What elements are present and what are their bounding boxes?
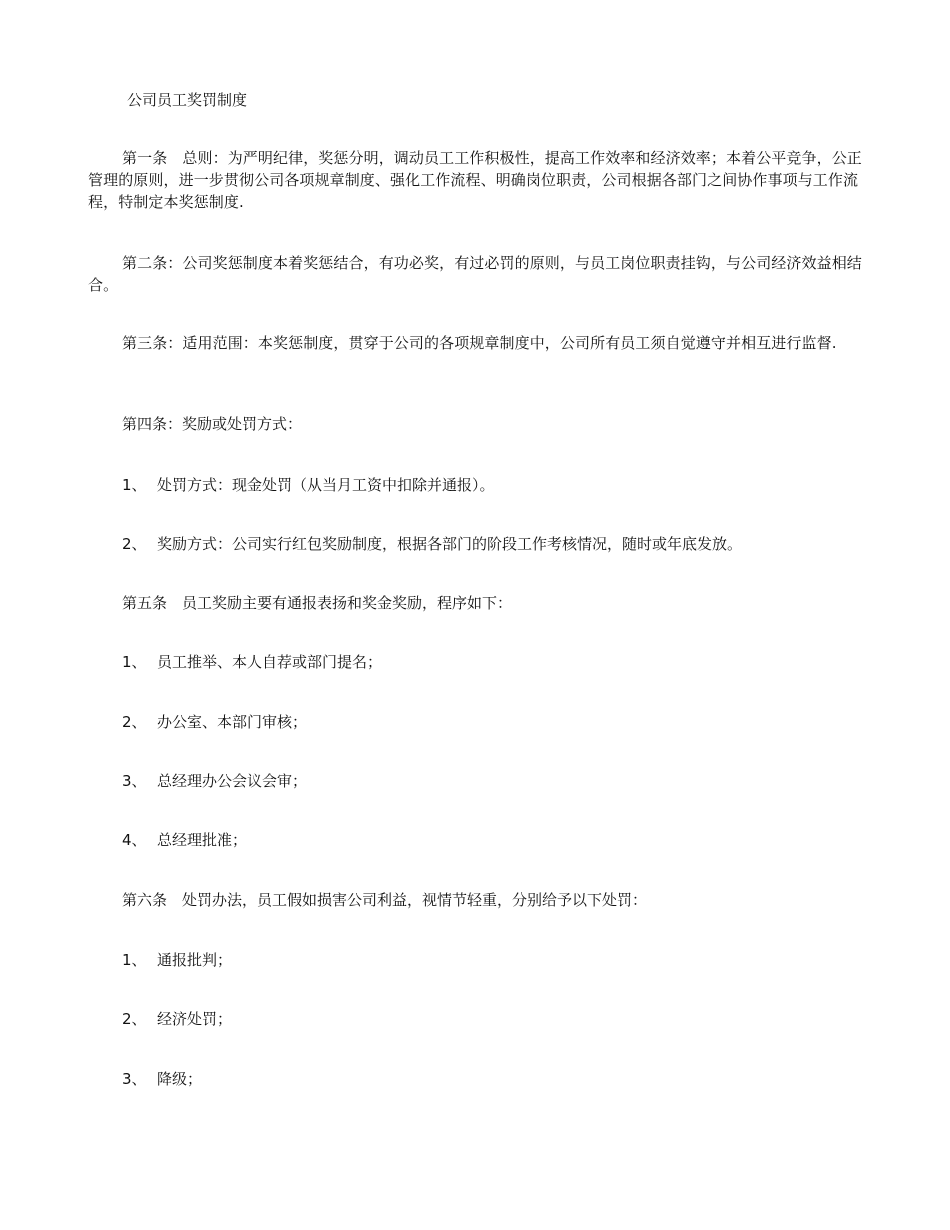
article-2-paragraph: 第二条：公司奖惩制度本着奖惩结合，有功必奖，有过必罚的原则，与员工岗位职责挂钩，与公司经济效益相结合。 <box>88 254 862 294</box>
article-6-item-3-number: 3、 <box>122 1070 147 1088</box>
article-6-item-2-number: 2、 <box>122 1010 147 1028</box>
article-6-item-1-text: 通报批判； <box>157 951 233 969</box>
document-title: 公司员工奖罚制度 <box>127 91 248 109</box>
article-6-item-1-number: 1、 <box>122 951 147 969</box>
article-4-item-1-text: 处罚方式：现金处罚（从当月工资中扣除并通报）。 <box>157 476 495 494</box>
article-4-item-2-text: 奖励方式：公司实行红包奖励制度，根据各部门的阶段工作考核情况，随时或年底发放。 <box>157 535 743 553</box>
article-5-item-2-number: 2、 <box>122 713 147 731</box>
article-3-paragraph: 第三条：适用范围：本奖惩制度，贯穿于公司的各项规章制度中，公司所有员工须自觉遵守并相互进行监督. <box>122 334 837 352</box>
article-5-item-3-text: 总经理办公会议会审； <box>157 772 308 790</box>
article-4-item-1-number: 1、 <box>122 476 147 494</box>
article-5-item-4-text: 总经理批准； <box>157 831 248 849</box>
article-5-item-1-text: 员工推举、本人自荐或部门提名； <box>157 653 383 671</box>
article-6-heading: 第六条 处罚办法，员工假如损害公司利益，视情节轻重，分别给予以下处罚： <box>122 891 648 909</box>
article-5-item-1-number: 1、 <box>122 653 147 671</box>
article-4-heading: 第四条：奖励或处罚方式： <box>122 415 303 433</box>
article-6-item-2-text: 经济处罚； <box>157 1010 233 1028</box>
article-5-heading: 第五条 员工奖励主要有通报表扬和奖金奖励，程序如下： <box>122 594 513 612</box>
article-4-item-2-number: 2、 <box>122 535 147 553</box>
article-6-item-3-text: 降级； <box>157 1070 203 1088</box>
article-1-paragraph: 第一条 总则：为严明纪律，奖惩分明，调动员工工作积极性，提高工作效率和经济效率；本着公平竞争，公正管理的原则，进一步贯彻公司各项规章制度、强化工作流程、明确岗位职责，公司根据各部门之间协作事项与工作流程，特制定本奖惩制度. <box>88 149 862 211</box>
article-5-item-4-number: 4、 <box>122 831 147 849</box>
article-5-item-2-text: 办公室、本部门审核； <box>157 713 308 731</box>
article-5-item-3-number: 3、 <box>122 772 147 790</box>
